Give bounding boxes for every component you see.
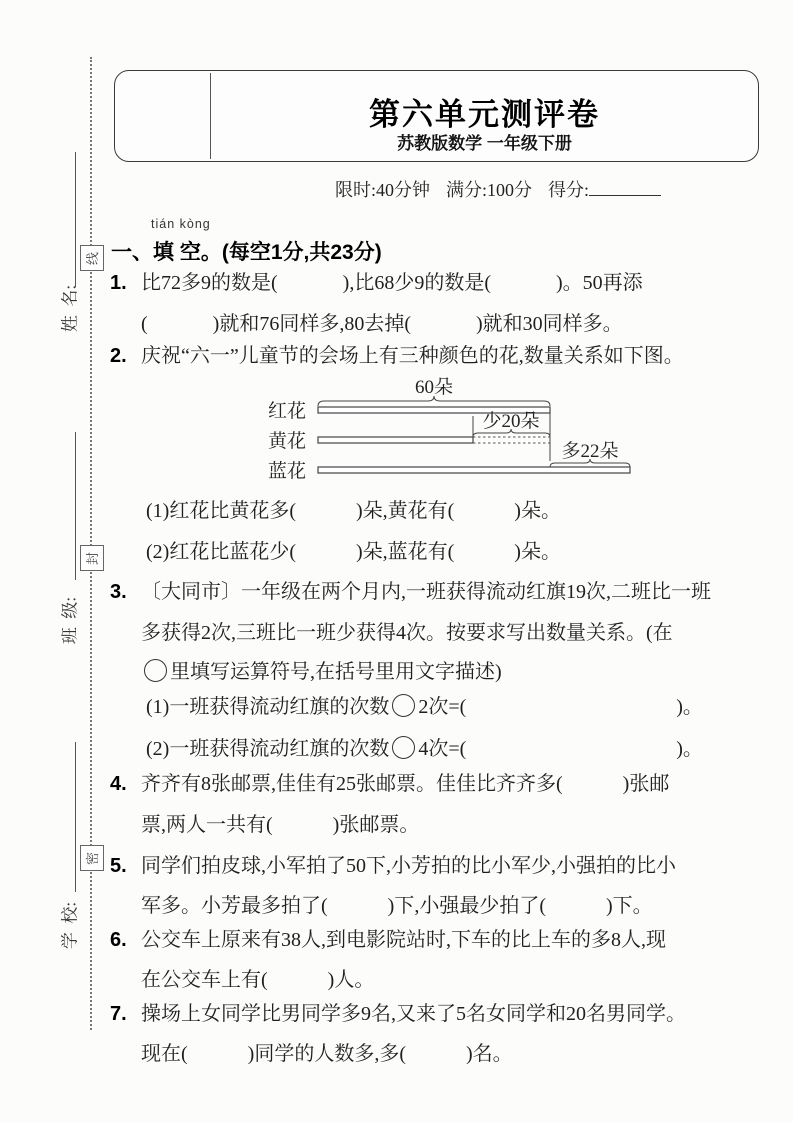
q3-sub1: (1)一班获得流动红旗的次数 2次=( )。 [146,696,703,718]
q5-number: 5. [110,855,127,877]
q6-line2: 在公交车上有( )人。 [141,969,375,991]
q4-number: 4. [110,773,127,795]
q7-line1: 7. 操场上女同学比男同学多9名,又来了5名女同学和20名男同学。 [110,1003,686,1025]
operator-circle-2 [392,736,415,759]
school-fill-line [75,742,76,892]
seal-char-mi: 密 [80,845,104,871]
q6-number: 6. [110,929,127,951]
annotation-duo22duo: 多22朵 [561,441,619,462]
school-label: 学 校: [60,901,80,950]
q3-line1: 3. 〔大同市〕一年级在两个月内,一班获得流动红旗19次,二班比一班 [110,581,711,603]
q3-line2: 多获得2次,三班比一班少获得4次。按要求写出数量关系。(在 [141,622,673,644]
q3-number: 3. [110,581,127,603]
q3-sub2: (2)一班获得流动红旗的次数 4次=( )。 [146,738,703,760]
q4-line2: 票,两人一共有( )张邮票。 [141,814,420,836]
q3-line3: 里填写运算符号,在括号里用文字描述) [141,659,502,685]
name-fill-line [75,152,76,287]
q4-line1: 4. 齐齐有8张邮票,佳佳有25张邮票。佳佳比齐齐多( )张邮 [110,773,670,795]
time-limit: 限时:40分钟 [335,180,431,200]
annotation-60duo: 60朵 [414,377,454,398]
q5-line1: 5. 同学们拍皮球,小军拍了50下,小芳拍的比小军少,小强拍的比小 [110,855,676,877]
q1-number: 1. [110,272,127,294]
score-label: 得分: [548,180,590,200]
exam-meta [335,176,661,202]
diagram-row-label-blue: 蓝花 [268,461,307,482]
seal-dotted-line [90,57,92,1030]
diagram-row-label-yellow: 黄花 [268,431,307,452]
q6-line1: 6. 公交车上原来有38人,到电影院站时,下车的比上车的多8人,现 [110,929,666,951]
operator-circle [144,659,167,682]
blue-flower-bar [318,467,630,473]
seal-char-feng: 封 [80,545,104,571]
seal-char-line: 线 [80,245,104,271]
q2-stem: 2. 庆祝“六一”儿童节的会场上有三种颜色的花,数量关系如下图。 [110,345,684,367]
annotation-shao20duo: 少20朵 [482,411,540,432]
name-label: 姓 名: [60,284,80,333]
q2-sub1: (1)红花比黄花多( )朵,黄花有( )朵。 [146,500,561,522]
full-score: 满分:100分 [446,180,533,200]
pinyin-tiankong: tián kòng [151,217,211,231]
q5-line2: 军多。小芳最多拍了( )下,小强最少拍了( )下。 [141,895,653,917]
score-blank [589,179,661,196]
operator-circle-1 [392,694,415,717]
page-title: 第六单元测评卷 [369,97,600,132]
section-heading: 一、填 空。(每空1分,共23分) [111,241,382,264]
q2-number: 2. [110,345,127,367]
flower-bar-diagram [230,370,650,482]
class-label: 班 级: [60,596,80,645]
page-subtitle: 苏教版数学 一年级下册 [397,134,572,153]
q2-sub2: (2)红花比蓝花少( )朵,蓝花有( )朵。 [146,541,561,563]
q7-line2: 现在( )同学的人数多,多( )名。 [141,1043,513,1065]
title-box [114,70,759,162]
yellow-flower-bar [318,437,473,443]
q1-line1: 1. 比72多9的数是( ),比68少9的数是( )。50再添 [110,272,643,294]
diagram-row-label-red: 红花 [268,401,307,422]
q1-line2: ( )就和76同样多,80去掉( )就和30同样多。 [141,313,623,335]
q7-number: 7. [110,1003,127,1025]
class-fill-line [75,432,76,580]
